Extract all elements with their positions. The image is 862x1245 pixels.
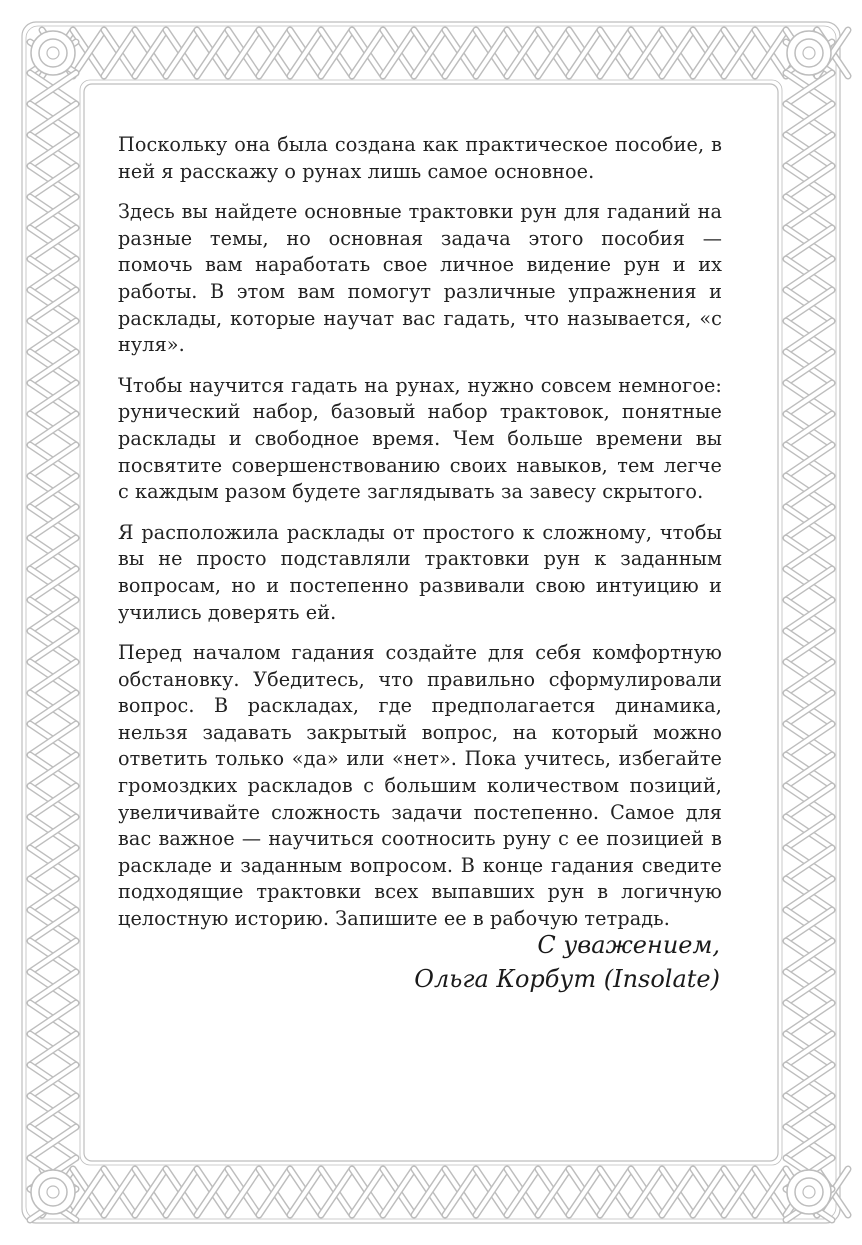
- paragraph-3: Чтобы научится гадать на рунах, нужно совсем немногое: рунический набор, базовый набор трактовок, понятные расклады и свободное время. Чем больше времени вы посвятите совершенствованию своих навыков, тем легче с каждым разом будете заглядывать за завесу скрытого.: [118, 373, 722, 504]
- signature-author: Ольга Корбут (Insolate): [414, 965, 720, 993]
- signature-greeting: С уважением,: [537, 931, 720, 959]
- paragraph-5: Перед началом гадания создайте для себя комфортную обстановку. Убедитесь, что правильно сформулировали вопрос. В раскладах, где предполагается динамика, нельзя задавать закрытый вопрос, на который можно ответить только «да» или «нет». Пока учитесь, избегайте громоздких раскладов с большим количеством позиций, увеличивайте сложность задачи постепенно. Самое для вас важное — научиться соотносить руну с ее позицией в раскладе и заданным вопросом. В конце гадания сведите подходящие трактовки всех выпавших рун в логичную целостную историю. Запишите ее в рабочую тетрадь.: [118, 641, 722, 931]
- signature: [414, 928, 720, 996]
- main-text: [118, 132, 722, 947]
- paragraph-2: Здесь вы найдете основные трактовки рун для гаданий на разные темы, но основная задача этого пособия — помочь вам наработать свое личное видение рун и их работы. В этом вам помогут различные упражнения и расклады, которые научат вас гадать, что называется, «с нуля».: [118, 200, 722, 357]
- paragraph-4: Я расположила расклады от простого к сложному, чтобы вы не просто подставляли трактовки рун к заданным вопросам, но и постепенно развивали свою интуицию и учились доверять ей.: [118, 520, 722, 624]
- paragraph-1: Поскольку она была создана как практическое пособие, в ней я расскажу о рунах лишь самое основное.: [118, 133, 722, 183]
